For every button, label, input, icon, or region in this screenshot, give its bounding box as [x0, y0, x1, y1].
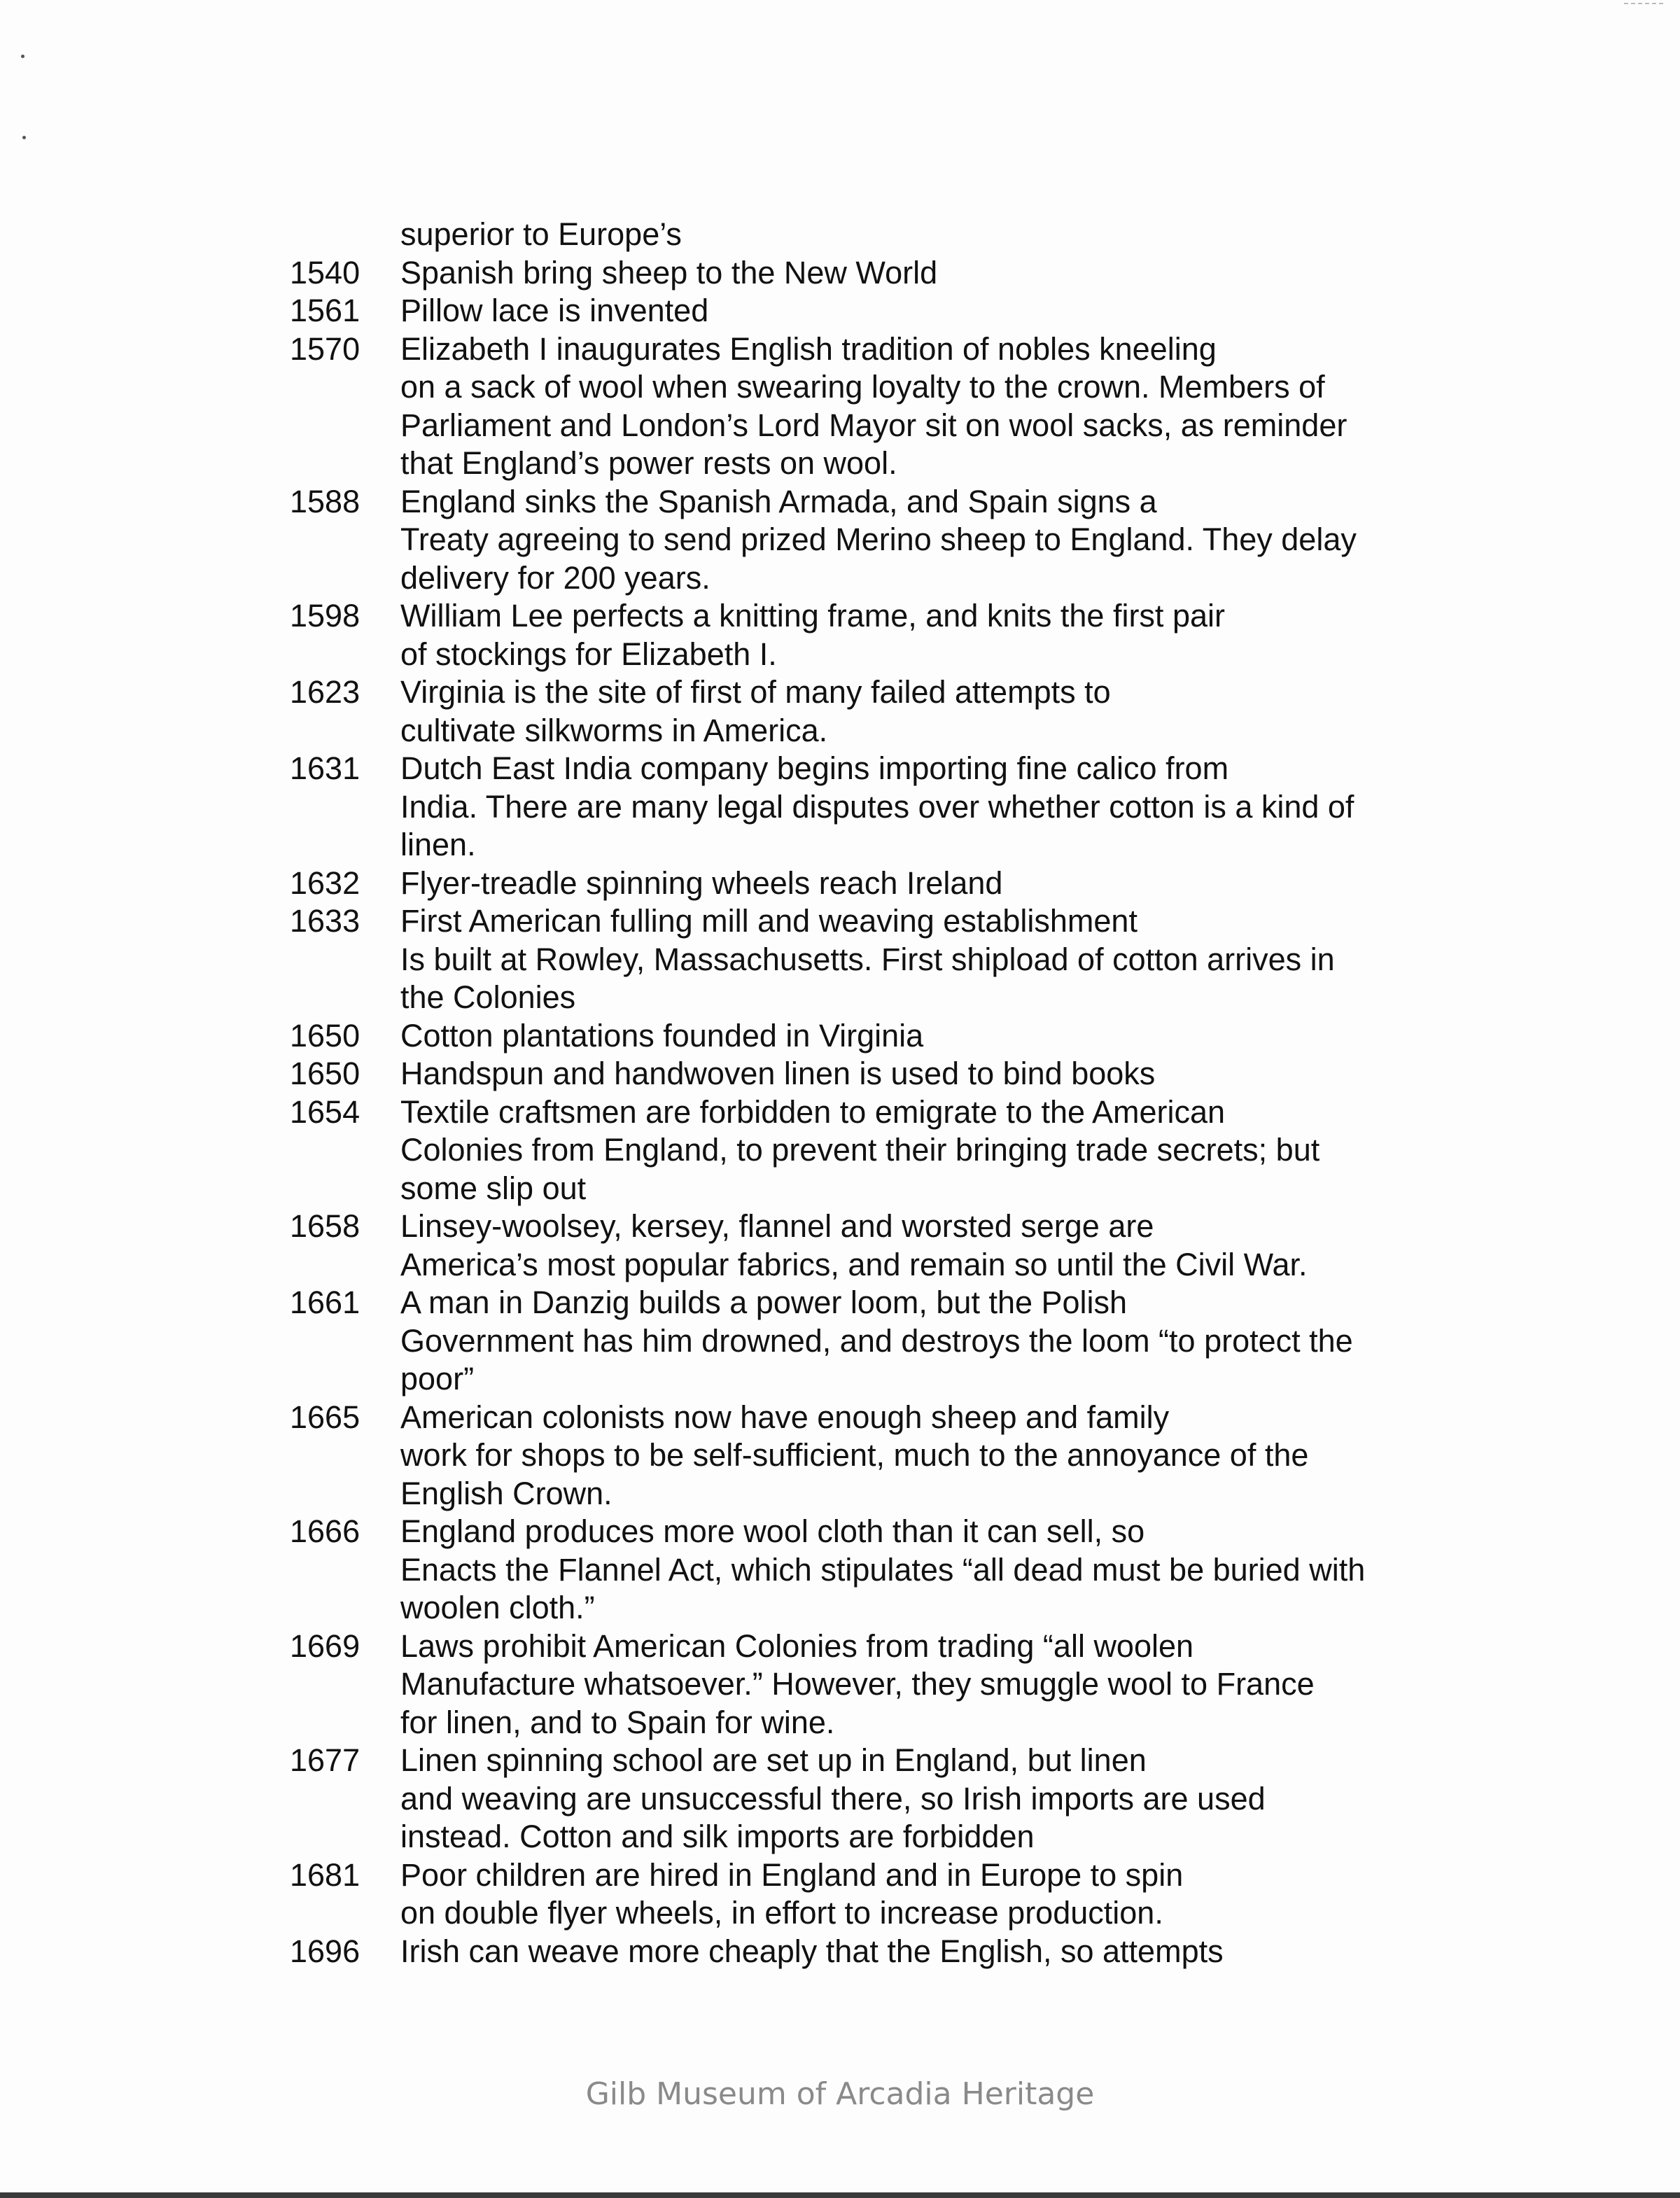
- entry-year: 1650: [290, 1056, 360, 1091]
- entry-line: First American fulling mill and weaving establishment: [400, 903, 1138, 939]
- timeline-entry: [290, 483, 1438, 598]
- entry-line: Enacts the Flannel Act, which stipulates “all dead must be buried with: [400, 1551, 1366, 1588]
- scan-corner-mark: [1624, 3, 1663, 6]
- entry-line: poor”: [400, 1361, 475, 1396]
- entry-line: English Crown.: [400, 1475, 612, 1511]
- entry-year: 1540: [290, 254, 360, 290]
- timeline-entry: [290, 1933, 1438, 1971]
- entry-text: [400, 1017, 1438, 1056]
- entry-text: [400, 1856, 1438, 1933]
- entry-line: A man in Danzig builds a power loom, but the Polish: [400, 1284, 1128, 1320]
- entry-year: 1654: [290, 1093, 360, 1130]
- timeline-entry: [290, 1399, 1438, 1513]
- entry-line: delivery for 200 years.: [400, 559, 710, 596]
- timeline-entry: [290, 1628, 1438, 1742]
- entry-line: Elizabeth I inaugurates English tradition of nobles kneeling: [400, 330, 1217, 367]
- entry-year: 1661: [290, 1284, 360, 1320]
- entry-text: [400, 673, 1438, 750]
- entry-line: work for shops to be self-sufficient, much to the annoyance of the: [400, 1437, 1309, 1473]
- timeline-entry: [290, 1208, 1438, 1284]
- entry-line: Manufacture whatsoever.” However, they smuggle wool to France: [400, 1666, 1315, 1702]
- entry-line: of stockings for Elizabeth I.: [400, 636, 777, 672]
- entry-text: [400, 1284, 1438, 1399]
- timeline-entry: [290, 597, 1438, 673]
- entry-line: Flyer-treadle spinning wheels reach Ireland: [400, 864, 1003, 901]
- entry-line: Government has him drowned, and destroys the loom “to protect the: [400, 1322, 1353, 1359]
- entry-line: Poor children are hired in England and in Europe to spin: [400, 1856, 1184, 1893]
- entry-text: [400, 1093, 1438, 1208]
- entry-line: on a sack of wool when swearing loyalty to the crown. Members of: [400, 369, 1325, 405]
- entry-line: and weaving are unsuccessful there, so Irish imports are used: [400, 1780, 1266, 1816]
- entry-text: [400, 1933, 1438, 1971]
- continuation-entry: [290, 216, 1438, 254]
- entry-line: Dutch East India company begins importing fine calico from: [400, 750, 1229, 786]
- entry-text: [400, 216, 1438, 254]
- entry-year: 1696: [290, 1933, 360, 1969]
- entry-line: some slip out: [400, 1170, 587, 1206]
- entry-line: America’s most popular fabrics, and remain so until the Civil War.: [400, 1246, 1308, 1282]
- entry-line: Irish can weave more cheaply that the English, so attempts: [400, 1933, 1224, 1969]
- timeline-entry: [290, 1513, 1438, 1628]
- entry-year: 1681: [290, 1856, 360, 1893]
- entry-year: 1677: [290, 1742, 360, 1778]
- entry-year: 1666: [290, 1513, 360, 1549]
- timeline-entry: [290, 254, 1438, 293]
- entry-line: Cotton plantations founded in Virginia: [400, 1017, 924, 1054]
- timeline-entry: [290, 1055, 1438, 1093]
- timeline-entry: [290, 864, 1438, 903]
- entry-year: 1632: [290, 864, 360, 901]
- entry-line: Colonies from England, to prevent their bringing trade secrets; but: [400, 1132, 1320, 1168]
- entry-text: [400, 254, 1438, 293]
- entry-line: the Colonies: [400, 979, 576, 1015]
- entry-year: 1669: [290, 1628, 360, 1664]
- entry-line: on double flyer wheels, in effort to increase production.: [400, 1895, 1163, 1931]
- entry-text: [400, 1208, 1438, 1284]
- entry-line: India. There are many legal disputes over whether cotton is a kind of: [400, 788, 1354, 825]
- museum-watermark: Gilb Museum of Arcadia Heritage: [585, 2076, 1095, 2112]
- entry-line: woolen cloth.”: [400, 1590, 595, 1625]
- timeline-entry: [290, 1284, 1438, 1399]
- entry-text: [400, 330, 1438, 483]
- timeline-entry: [290, 292, 1438, 330]
- entry-line: linen.: [400, 827, 476, 862]
- timeline-entry: [290, 1742, 1438, 1856]
- entry-line: that England’s power rests on wool.: [400, 445, 897, 481]
- timeline-entry: [290, 1856, 1438, 1933]
- entry-text: [400, 1399, 1438, 1513]
- timeline-entry: [290, 902, 1438, 1017]
- entry-line: for linen, and to Spain for wine.: [400, 1704, 835, 1740]
- entry-line: Linsey-woolsey, kersey, flannel and worsted serge are: [400, 1208, 1154, 1244]
- entry-line: England sinks the Spanish Armada, and Spain signs a: [400, 483, 1157, 519]
- entry-text: [400, 1628, 1438, 1742]
- entry-line: Pillow lace is invented: [400, 293, 709, 328]
- entry-line: Parliament and London’s Lord Mayor sit on wool sacks, as reminder: [400, 407, 1348, 443]
- entry-line: Linen spinning school are set up in England, but linen: [400, 1742, 1147, 1778]
- timeline-entry: [290, 1093, 1438, 1208]
- entry-line: Laws prohibit American Colonies from trading “all woolen: [400, 1628, 1194, 1664]
- entry-line: Textile craftsmen are forbidden to emigrate to the American: [400, 1093, 1226, 1130]
- entry-year: 1631: [290, 750, 360, 786]
- entry-line: instead. Cotton and silk imports are forbidden: [400, 1819, 1035, 1854]
- entry-year: 1650: [290, 1017, 360, 1054]
- entry-line: American colonists now have enough sheep and family: [400, 1399, 1170, 1435]
- entry-year: 1588: [290, 483, 360, 519]
- timeline-entry: [290, 1017, 1438, 1056]
- entry-text: [400, 483, 1438, 598]
- entry-year: 1570: [290, 330, 360, 367]
- entry-text: [400, 864, 1438, 903]
- entry-line: Treaty agreeing to send prized Merino sheep to England. They delay: [400, 522, 1357, 557]
- entry-line: England produces more wool cloth than it can sell, so: [400, 1513, 1145, 1549]
- page-bottom-edge: [0, 2192, 1680, 2198]
- entry-year: 1665: [290, 1399, 360, 1435]
- entry-text: [400, 292, 1438, 330]
- timeline-entry: [290, 750, 1438, 864]
- entry-line: Spanish bring sheep to the New World: [400, 254, 938, 290]
- entry-text: [400, 597, 1438, 673]
- entry-year: 1658: [290, 1208, 360, 1244]
- entry-line: Virginia is the site of first of many failed attempts to: [400, 674, 1111, 710]
- entry-year: 1561: [290, 293, 360, 328]
- entry-line: cultivate silkworms in America.: [400, 712, 828, 748]
- entry-text: [400, 902, 1438, 1017]
- entry-text: [400, 1513, 1438, 1628]
- entry-line: Handspun and handwoven linen is used to bind books: [400, 1056, 1156, 1091]
- entry-line: William Lee perfects a knitting frame, and knits the first pair: [400, 598, 1225, 634]
- entry-year: 1623: [290, 674, 360, 710]
- timeline-entry: [290, 330, 1438, 483]
- entry-text: [400, 1055, 1438, 1093]
- scan-speck: [21, 55, 24, 58]
- entry-line: Is built at Rowley, Massachusetts. First shipload of cotton arrives in: [400, 941, 1335, 977]
- scan-speck: [22, 136, 26, 139]
- entry-year: 1633: [290, 903, 360, 939]
- textile-timeline: [290, 216, 1438, 1970]
- entry-year: 1598: [290, 598, 360, 634]
- entry-text: [400, 750, 1438, 864]
- continuation-line: superior to Europe’s: [400, 216, 682, 252]
- timeline-entry: [290, 673, 1438, 750]
- entry-text: [400, 1742, 1438, 1856]
- timeline-entries: [290, 254, 1438, 1971]
